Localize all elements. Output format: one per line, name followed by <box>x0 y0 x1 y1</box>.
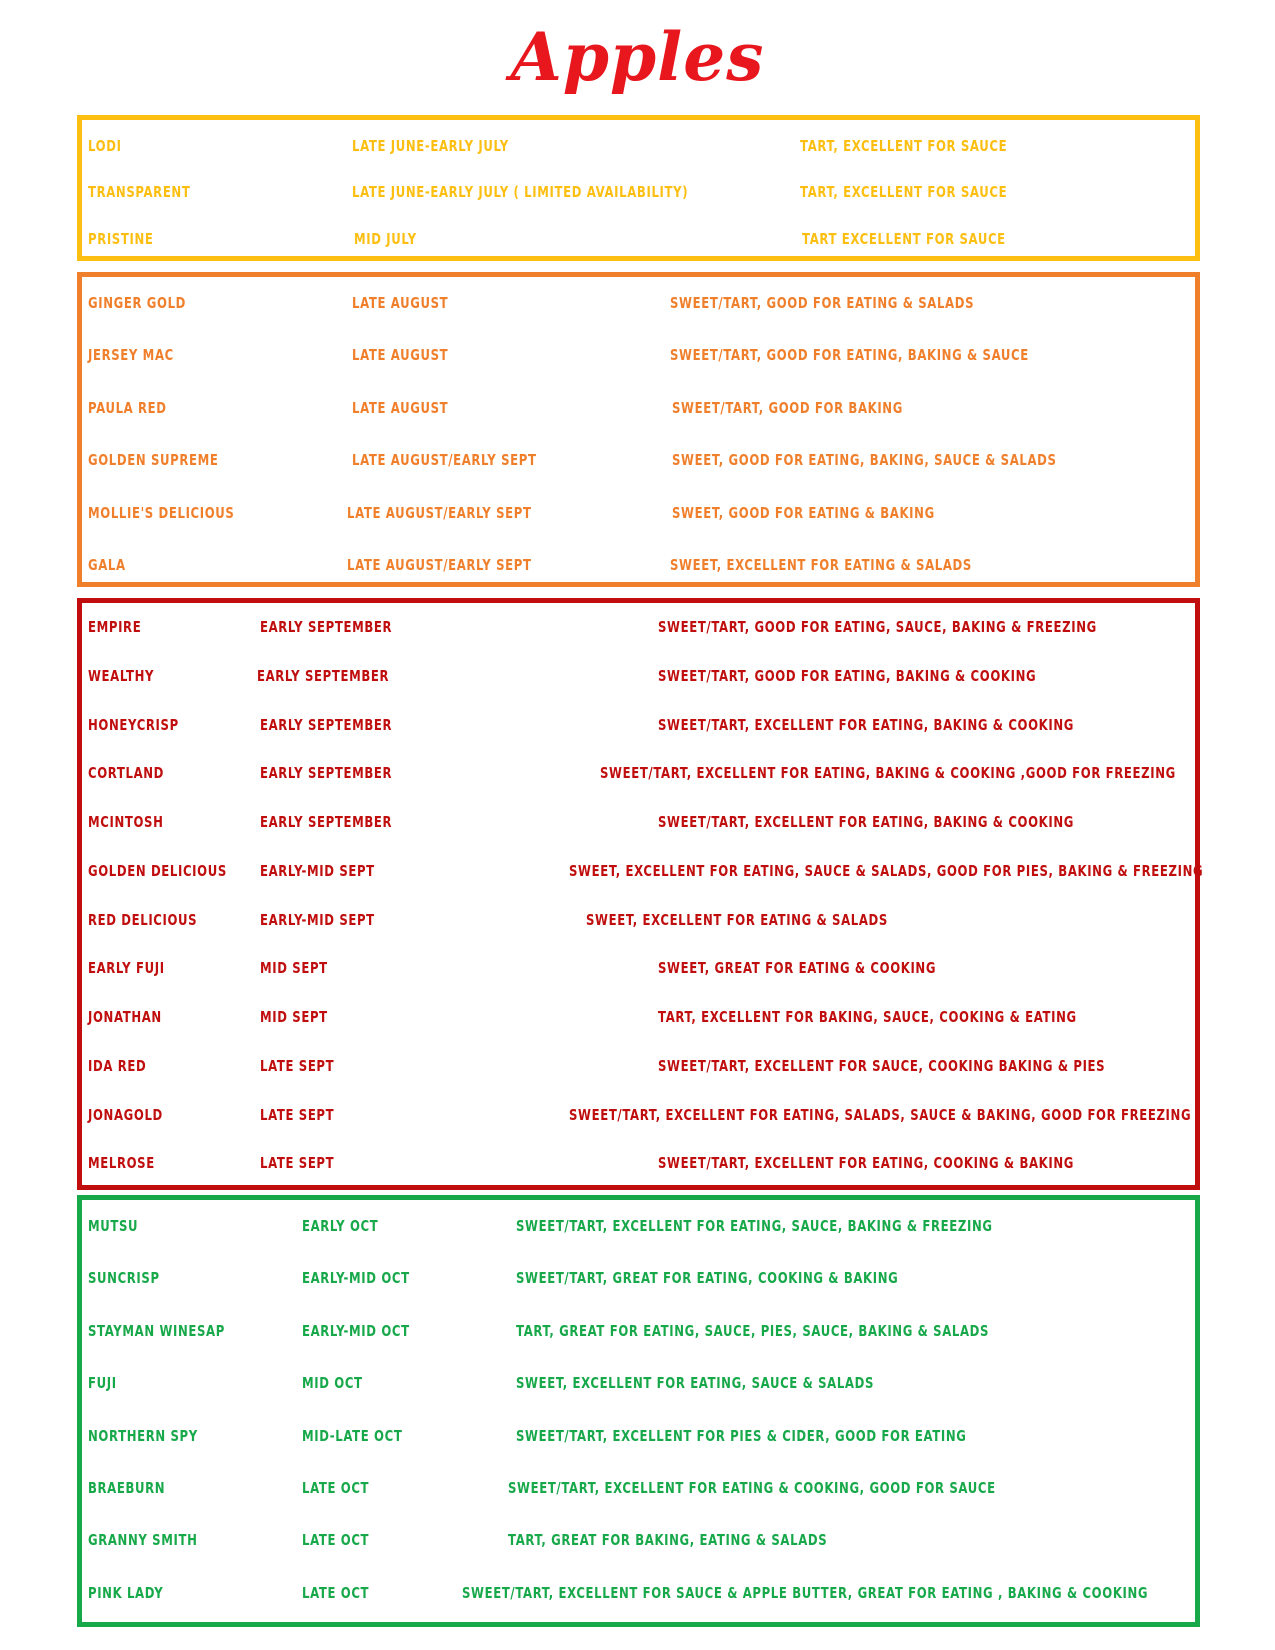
apple-row <box>82 908 1195 932</box>
apple-row <box>82 291 1195 315</box>
variety-name: WEALTHY <box>88 667 155 685</box>
flavor-notes: TART, GREAT FOR BAKING, EATING & SALADS <box>508 1531 828 1549</box>
harvest-season: LATE JUNE-EARLY JULY ( LIMITED AVAILABILITY) <box>352 183 689 201</box>
flavor-notes: SWEET, GREAT FOR EATING & COOKING <box>658 959 937 977</box>
variety-name: MUTSU <box>88 1217 139 1235</box>
variety-name: GINGER GOLD <box>88 294 187 312</box>
variety-name: GALA <box>88 556 126 574</box>
harvest-season: EARLY-MID SEPT <box>260 862 375 880</box>
variety-name: BRAEBURN <box>88 1479 166 1497</box>
apple-row <box>82 501 1195 525</box>
harvest-season: LATE SEPT <box>260 1057 335 1075</box>
variety-name: PRISTINE <box>88 230 154 248</box>
flavor-notes: SWEET/TART, GOOD FOR BAKING <box>672 399 903 417</box>
harvest-season: LATE AUGUST/EARLY SEPT <box>347 504 532 522</box>
flavor-notes: SWEET, EXCELLENT FOR EATING, SAUCE & SALADS <box>516 1374 874 1392</box>
harvest-season: LATE AUGUST <box>352 399 449 417</box>
harvest-season: LATE OCT <box>302 1531 370 1549</box>
flavor-notes: SWEET/TART, GOOD FOR EATING, BAKING & SAUCE <box>670 346 1029 364</box>
apple-row <box>82 1581 1195 1605</box>
harvest-season: MID OCT <box>302 1374 363 1392</box>
apple-row <box>82 180 1195 204</box>
apple-row <box>82 664 1195 688</box>
apple-group-august <box>77 272 1200 587</box>
page-title: Apples <box>510 18 765 96</box>
variety-name: JONATHAN <box>88 1008 162 1026</box>
flavor-notes: SWEET/TART, EXCELLENT FOR EATING, BAKING & COOKING ,GOOD FOR FREEZING <box>600 764 1176 782</box>
variety-name: MOLLIE'S DELICIOUS <box>88 504 235 522</box>
apple-row <box>82 227 1195 251</box>
harvest-season: EARLY SEPTEMBER <box>260 813 393 831</box>
harvest-season: MID SEPT <box>260 1008 328 1026</box>
variety-name: FUJI <box>88 1374 117 1392</box>
harvest-season: EARLY-MID OCT <box>302 1322 410 1340</box>
apple-group-summer <box>77 115 1200 261</box>
variety-name: MCINTOSH <box>88 813 164 831</box>
variety-name: RED DELICIOUS <box>88 911 198 929</box>
harvest-season: LATE AUGUST/EARLY SEPT <box>352 451 537 469</box>
flavor-notes: SWEET/TART, EXCELLENT FOR EATING, SALADS, SAUCE & BAKING, GOOD FOR FREEZING <box>569 1106 1192 1124</box>
harvest-season: MID JULY <box>354 230 417 248</box>
variety-name: JERSEY MAC <box>88 346 174 364</box>
variety-name: IDA RED <box>88 1057 147 1075</box>
apple-row <box>82 1103 1195 1127</box>
harvest-season: EARLY SEPTEMBER <box>260 716 393 734</box>
variety-name: TRANSPARENT <box>88 183 191 201</box>
harvest-season: EARLY SEPTEMBER <box>257 667 390 685</box>
apple-row <box>82 1424 1195 1448</box>
variety-name: NORTHERN SPY <box>88 1427 198 1445</box>
variety-name: SUNCRISP <box>88 1269 160 1287</box>
harvest-season: LATE OCT <box>302 1584 370 1602</box>
variety-name: LODI <box>88 137 122 155</box>
variety-name: CORTLAND <box>88 764 165 782</box>
apple-row <box>82 553 1195 577</box>
flavor-notes: SWEET/TART, EXCELLENT FOR SAUCE & APPLE BUTTER, GREAT FOR EATING , BAKING & COOKING <box>462 1584 1149 1602</box>
apple-row <box>82 1371 1195 1395</box>
harvest-season: LATE JUNE-EARLY JULY <box>352 137 509 155</box>
apple-row <box>82 1528 1195 1552</box>
variety-name: JONAGOLD <box>88 1106 163 1124</box>
flavor-notes: TART, EXCELLENT FOR BAKING, SAUCE, COOKING & EATING <box>658 1008 1077 1026</box>
flavor-notes: SWEET/TART, EXCELLENT FOR SAUCE, COOKING BAKING & PIES <box>658 1057 1106 1075</box>
flavor-notes: TART, EXCELLENT FOR SAUCE <box>800 137 1008 155</box>
harvest-season: EARLY OCT <box>302 1217 379 1235</box>
harvest-season: EARLY SEPTEMBER <box>260 764 393 782</box>
flavor-notes: SWEET/TART, GREAT FOR EATING, COOKING & BAKING <box>516 1269 899 1287</box>
variety-name: GOLDEN SUPREME <box>88 451 219 469</box>
variety-name: MELROSE <box>88 1154 155 1172</box>
variety-name: PINK LADY <box>88 1584 164 1602</box>
harvest-season: EARLY-MID SEPT <box>260 911 375 929</box>
apple-row <box>82 1266 1195 1290</box>
apple-row <box>82 1005 1195 1029</box>
flavor-notes: SWEET, GOOD FOR EATING, BAKING, SAUCE & SALADS <box>672 451 1057 469</box>
flavor-notes: TART, EXCELLENT FOR SAUCE <box>800 183 1008 201</box>
flavor-notes: SWEET/TART, EXCELLENT FOR EATING, BAKING & COOKING <box>658 813 1074 831</box>
harvest-season: MID-LATE OCT <box>302 1427 403 1445</box>
flavor-notes: SWEET/TART, GOOD FOR EATING & SALADS <box>670 294 975 312</box>
apple-row <box>82 810 1195 834</box>
apple-row <box>82 713 1195 737</box>
variety-name: GRANNY SMITH <box>88 1531 198 1549</box>
apple-row <box>82 343 1195 367</box>
apple-row <box>82 859 1204 883</box>
harvest-season: EARLY SEPTEMBER <box>260 618 393 636</box>
apple-row <box>82 1476 1195 1500</box>
variety-name: HONEYCRISP <box>88 716 179 734</box>
harvest-season: LATE AUGUST <box>352 346 449 364</box>
flavor-notes: SWEET, EXCELLENT FOR EATING, SAUCE & SALADS, GOOD FOR PIES, BAKING & FREEZING <box>569 862 1204 880</box>
harvest-season: MID SEPT <box>260 959 328 977</box>
flavor-notes: SWEET, GOOD FOR EATING & BAKING <box>672 504 935 522</box>
apple-row <box>82 761 1195 785</box>
flavor-notes: SWEET/TART, EXCELLENT FOR EATING, SAUCE, BAKING & FREEZING <box>516 1217 993 1235</box>
apple-row <box>82 1054 1195 1078</box>
harvest-season: LATE AUGUST <box>352 294 449 312</box>
flavor-notes: SWEET/TART, EXCELLENT FOR EATING, COOKING & BAKING <box>658 1154 1074 1172</box>
flavor-notes: SWEET/TART, GOOD FOR EATING, BAKING & COOKING <box>658 667 1037 685</box>
flavor-notes: SWEET/TART, EXCELLENT FOR PIES & CIDER, GOOD FOR EATING <box>516 1427 967 1445</box>
harvest-season: LATE SEPT <box>260 1106 335 1124</box>
apple-row <box>82 134 1195 158</box>
flavor-notes: SWEET, EXCELLENT FOR EATING & SALADS <box>670 556 972 574</box>
apple-row <box>82 1319 1195 1343</box>
apple-row <box>82 396 1195 420</box>
harvest-season: EARLY-MID OCT <box>302 1269 410 1287</box>
apple-row <box>82 956 1195 980</box>
flavor-notes: TART, GREAT FOR EATING, SAUCE, PIES, SAUCE, BAKING & SALADS <box>516 1322 990 1340</box>
flavor-notes: SWEET, EXCELLENT FOR EATING & SALADS <box>586 911 888 929</box>
harvest-season: LATE OCT <box>302 1479 370 1497</box>
apple-row <box>82 1214 1195 1238</box>
variety-name: GOLDEN DELICIOUS <box>88 862 227 880</box>
flavor-notes: SWEET/TART, EXCELLENT FOR EATING, BAKING & COOKING <box>658 716 1074 734</box>
apple-row <box>82 448 1195 472</box>
variety-name: EARLY FUJI <box>88 959 165 977</box>
variety-name: STAYMAN WINESAP <box>88 1322 225 1340</box>
apple-group-september <box>77 598 1204 1190</box>
harvest-season: LATE SEPT <box>260 1154 335 1172</box>
apple-row <box>82 615 1195 639</box>
apple-row <box>82 1151 1195 1175</box>
flavor-notes: SWEET/TART, GOOD FOR EATING, SAUCE, BAKING & FREEZING <box>658 618 1097 636</box>
flavor-notes: SWEET/TART, EXCELLENT FOR EATING & COOKING, GOOD FOR SAUCE <box>508 1479 996 1497</box>
variety-name: PAULA RED <box>88 399 167 417</box>
variety-name: EMPIRE <box>88 618 142 636</box>
apple-group-october <box>77 1195 1200 1627</box>
flavor-notes: TART EXCELLENT FOR SAUCE <box>802 230 1006 248</box>
harvest-season: LATE AUGUST/EARLY SEPT <box>347 556 532 574</box>
